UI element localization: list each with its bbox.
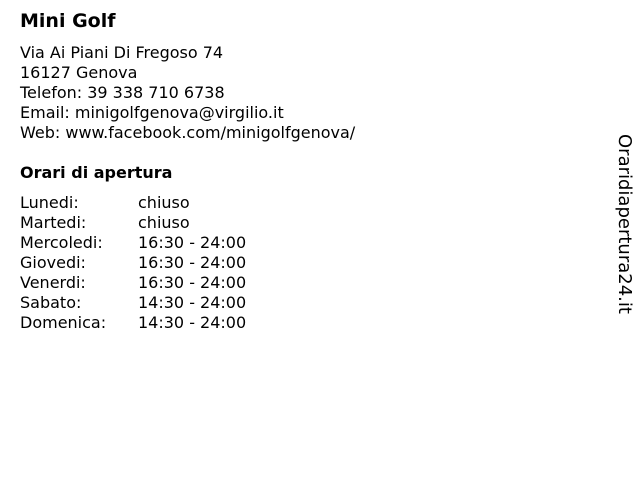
contact-info <box>20 43 355 143</box>
business-name: Mini Golf <box>20 10 116 32</box>
day-label: Lunedi: <box>20 193 79 212</box>
day-label: Venerdi: <box>20 273 86 292</box>
email-address: Email: minigolfgenova@virgilio.it <box>20 103 284 122</box>
hours-value: 16:30 - 24:00 <box>138 253 247 272</box>
hours-row-wednesday <box>20 233 246 253</box>
hours-value: 16:30 - 24:00 <box>138 273 247 292</box>
opening-hours-title: Orari di apertura <box>20 163 173 182</box>
hours-row-tuesday <box>20 213 246 233</box>
hours-row-friday <box>20 273 246 293</box>
day-label: Sabato: <box>20 293 82 312</box>
hours-value: 14:30 - 24:00 <box>138 313 247 332</box>
hours-value: chiuso <box>138 213 190 232</box>
phone-number: Telefon: 39 338 710 6738 <box>20 83 225 102</box>
hours-row-saturday <box>20 293 246 313</box>
day-label: Domenica: <box>20 313 107 332</box>
hours-value: chiuso <box>138 193 190 212</box>
hours-value: 14:30 - 24:00 <box>138 293 247 312</box>
site-watermark: Oraridiapertura24.it <box>614 134 635 314</box>
opening-hours-table <box>20 193 246 333</box>
day-label: Mercoledi: <box>20 233 103 252</box>
hours-value: 16:30 - 24:00 <box>138 233 247 252</box>
address-city: 16127 Genova <box>20 63 138 82</box>
hours-row-sunday <box>20 313 246 333</box>
address-street: Via Ai Piani Di Fregoso 74 <box>20 43 224 62</box>
hours-row-monday <box>20 193 246 213</box>
day-label: Martedi: <box>20 213 87 232</box>
day-label: Giovedi: <box>20 253 86 272</box>
hours-row-thursday <box>20 253 246 273</box>
website-url: Web: www.facebook.com/minigolfgenova/ <box>20 123 356 142</box>
